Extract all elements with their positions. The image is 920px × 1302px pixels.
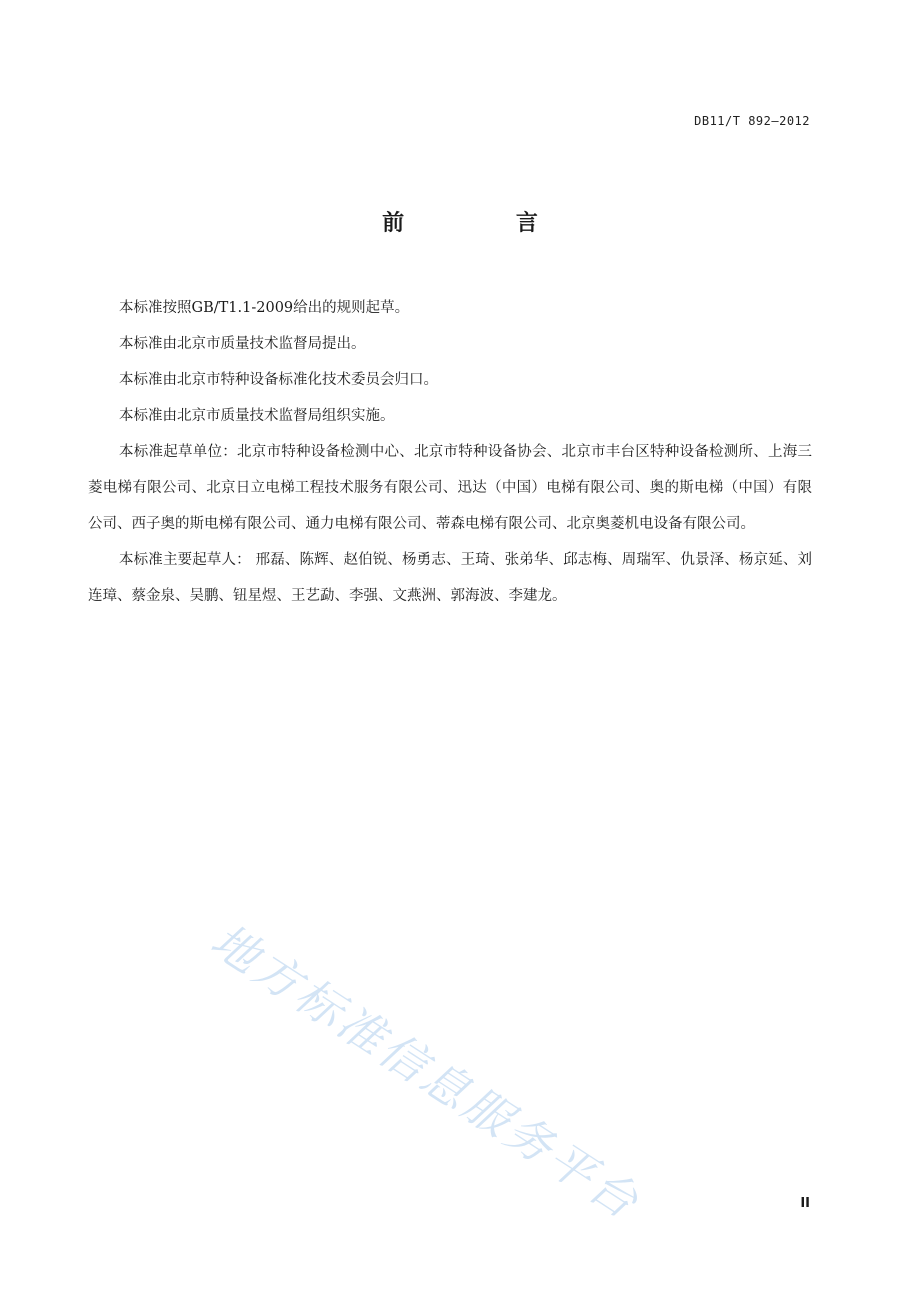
paragraph-drafting-units: 本标准起草单位：北京市特种设备检测中心、北京市特种设备协会、北京市丰台区特种设备检测所、上海三菱电梯有限公司、北京日立电梯工程技术服务有限公司、迅达（中国）电梯有限公司、奥的斯电梯（中国）有限公司、西子奥的斯电梯有限公司、通力电梯有限公司、蒂森电梯有限公司、北京奥菱机电设备有限公司。 bbox=[88, 444, 812, 532]
paragraph-drafting-rules: 本标准按照GB/T1.1-2009给出的规则起草。 bbox=[119, 300, 410, 316]
paragraph-proposer: 本标准由北京市质量技术监督局提出。 bbox=[119, 336, 366, 352]
page-title: 前 言 bbox=[382, 211, 590, 236]
paragraph-committee: 本标准由北京市特种设备标准化技术委员会归口。 bbox=[119, 372, 438, 388]
paragraph-drafters: 本标准主要起草人： 邢磊、陈辉、赵伯锐、杨勇志、王琦、张弟华、邱志梅、周瑞军、仇景泽、杨京延、刘连璋、蔡金泉、吴鹏、钮星煜、王艺勐、李强、文燕洲、郭海波、李建龙。 bbox=[88, 552, 812, 604]
watermark: 地方标准信息服务平台 bbox=[201, 912, 651, 1231]
document-body bbox=[88, 290, 812, 614]
standard-code: DB11/T 892—2012 bbox=[694, 114, 810, 128]
paragraph-implementer: 本标准由北京市质量技术监督局组织实施。 bbox=[119, 408, 395, 424]
page-number: II bbox=[800, 1196, 810, 1211]
